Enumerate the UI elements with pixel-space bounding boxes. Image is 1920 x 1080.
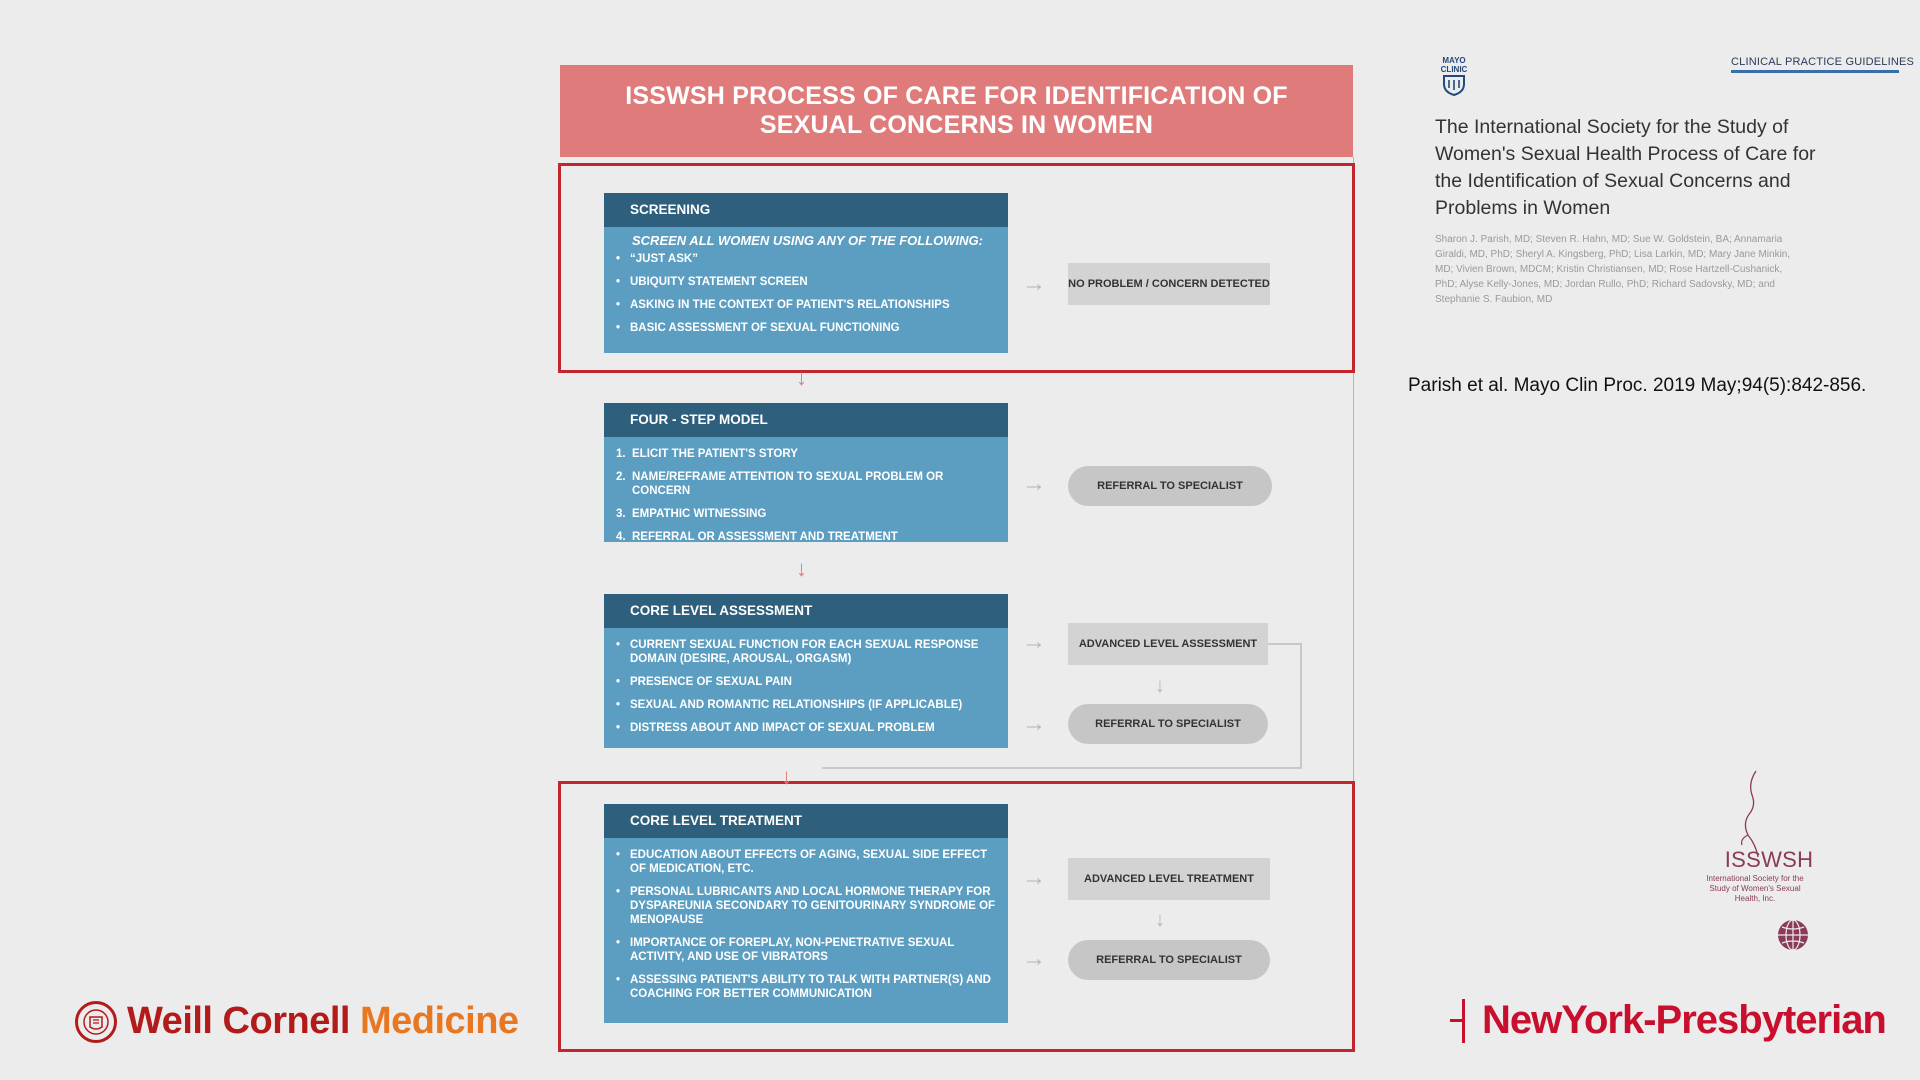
screening-subheading: SCREEN ALL WOMEN USING ANY OF THE FOLLOWING: (632, 233, 983, 248)
newyork-presbyterian-logo (1450, 998, 1886, 1043)
mayo-clinic-logo: MAYO CLINIC (1432, 56, 1476, 98)
outcome-referral-specialist: REFERRAL TO SPECIALIST (1068, 940, 1270, 980)
arrow-right-icon: → (1022, 945, 1046, 972)
connector-line (822, 767, 1268, 769)
mayo-shield-icon (1441, 74, 1467, 96)
outcome-no-problem: NO PROBLEM / CONCERN DETECTED (1068, 263, 1270, 305)
nyp-name: NewYork-Presbyterian (1482, 998, 1886, 1042)
core-assessment-heading: CORE LEVEL ASSESSMENT (604, 594, 1008, 628)
four-step-card (604, 403, 1008, 542)
outcome-advanced-assessment: ADVANCED LEVEL ASSESSMENT (1068, 623, 1268, 665)
diagram-title-line2: SEXUAL CONCERNS IN WOMEN (759, 111, 1154, 139)
diagram-title-line1: ISSWSH PROCESS OF CARE FOR IDENTIFICATION OF (625, 82, 1288, 110)
outcome-referral-specialist: REFERRAL TO SPECIALIST (1068, 466, 1272, 506)
list-item: • DISTRESS ABOUT AND IMPACT OF SEXUAL PROBLEM (616, 722, 935, 734)
list-item: 1. ELICIT THE PATIENT'S STORY (616, 448, 798, 460)
wcm-name: Weill Cornell (127, 1000, 350, 1042)
arrow-right-icon: → (1022, 470, 1046, 497)
screening-card (604, 193, 1008, 353)
list-item: • EDUCATION ABOUT EFFECTS OF AGING, SEXUAL SIDE EFFECT OF MEDICATION, ETC. (616, 849, 988, 875)
core-treatment-heading: CORE LEVEL TREATMENT (604, 804, 1008, 838)
list-item: • ASSESSING PATIENT'S ABILITY TO TALK WITH PARTNER(S) AND COACHING FOR BETTER COMMUNICATION (616, 974, 991, 1000)
arrow-right-icon: → (1022, 628, 1046, 655)
nyp-mark-icon (1450, 999, 1472, 1043)
connector-line (1268, 643, 1302, 769)
list-item: • SEXUAL AND ROMANTIC RELATIONSHIPS (IF APPLICABLE) (616, 699, 963, 711)
weill-cornell-medicine-logo (75, 1000, 519, 1043)
isswsh-wordmark: ISSWSH (1724, 847, 1814, 872)
paper-title: The International Society for the Study of Women's Sexual Health Process of Care for the Identification of Sexual Concerns and Problems in Women (1435, 116, 1816, 219)
core-treatment-card (604, 804, 1008, 1023)
outcome-advanced-treatment: ADVANCED LEVEL TREATMENT (1068, 858, 1270, 900)
arrow-down-icon: ↓ (781, 764, 792, 789)
journal-section-tag: CLINICAL PRACTICE GUIDELINES (1731, 56, 1915, 68)
list-item: • UBIQUITY STATEMENT SCREEN (616, 276, 808, 288)
journal-tag-underline (1731, 70, 1899, 73)
paper-authors: Sharon J. Parish, MD; Steven R. Hahn, MD; Sue W. Goldstein, BA; Annamaria Giraldi, MD, PhD; Sheryl A. Kingsberg, PhD; Lisa Larkin, MD; Mary Jane Minkin, MD; Vivien Brown, MDCM; Kristin Christiansen, MD; Rose Hartzell-Cushanick, PhD; Alyse Kelly-Jones, MD; Jordan Rullo, PhD; Richard Sadovsky, MD; and Stephanie S. Faubion, MD (1435, 234, 1791, 305)
arrow-right-icon: → (1022, 864, 1046, 891)
list-item: 4. REFERRAL OR ASSESSMENT AND TREATMENT (616, 531, 898, 543)
citation: Parish et al. Mayo Clin Proc. 2019 May;94(5):842-856. (1408, 375, 1867, 396)
list-item: • BASIC ASSESSMENT OF SEXUAL FUNCTIONING (616, 322, 900, 334)
list-item: 2. NAME/REFRAME ATTENTION TO SEXUAL PROBLEM OR CONCERN (616, 471, 944, 497)
screening-heading: SCREENING (604, 193, 1008, 227)
arrow-right-icon: → (1022, 710, 1046, 737)
wcm-medicine: Medicine (359, 1000, 519, 1042)
arrow-down-icon: ↓ (796, 556, 807, 581)
arrow-down-icon: ↓ (1155, 909, 1165, 931)
list-item: • IMPORTANCE OF FOREPLAY, NON-PENETRATIVE SEXUAL ACTIVITY, AND USE OF VIBRATORS (616, 937, 955, 963)
list-item: • PRESENCE OF SEXUAL PAIN (616, 676, 792, 688)
outcome-referral-specialist: REFERRAL TO SPECIALIST (1068, 704, 1268, 744)
isswsh-subtitle: International Society for the Study of Women's Sexual Health, Inc. (1706, 874, 1804, 903)
cornell-seal-icon (75, 1001, 117, 1043)
list-item: • “JUST ASK” (616, 253, 698, 265)
list-item: • CURRENT SEXUAL FUNCTION FOR EACH SEXUAL RESPONSE DOMAIN (DESIRE, AROUSAL, ORGASM) (616, 639, 979, 665)
list-item: 3. EMPATHIC WITNESSING (616, 508, 767, 520)
core-assessment-card (604, 594, 1008, 748)
arrow-right-icon: → (1022, 270, 1046, 297)
list-item: • PERSONAL LUBRICANTS AND LOCAL HORMONE THERAPY FOR DYSPAREUNIA SECONDARY TO GENITOURINARY SYNDROME OF MENOPAUSE (616, 886, 996, 926)
diagram-title-banner (560, 65, 1353, 157)
arrow-down-icon: ↓ (796, 365, 807, 390)
four-step-heading: FOUR - STEP MODEL (604, 403, 1008, 437)
arrow-down-icon: ↓ (1155, 675, 1165, 697)
list-item: • ASKING IN THE CONTEXT OF PATIENT'S RELATIONSHIPS (616, 299, 950, 311)
